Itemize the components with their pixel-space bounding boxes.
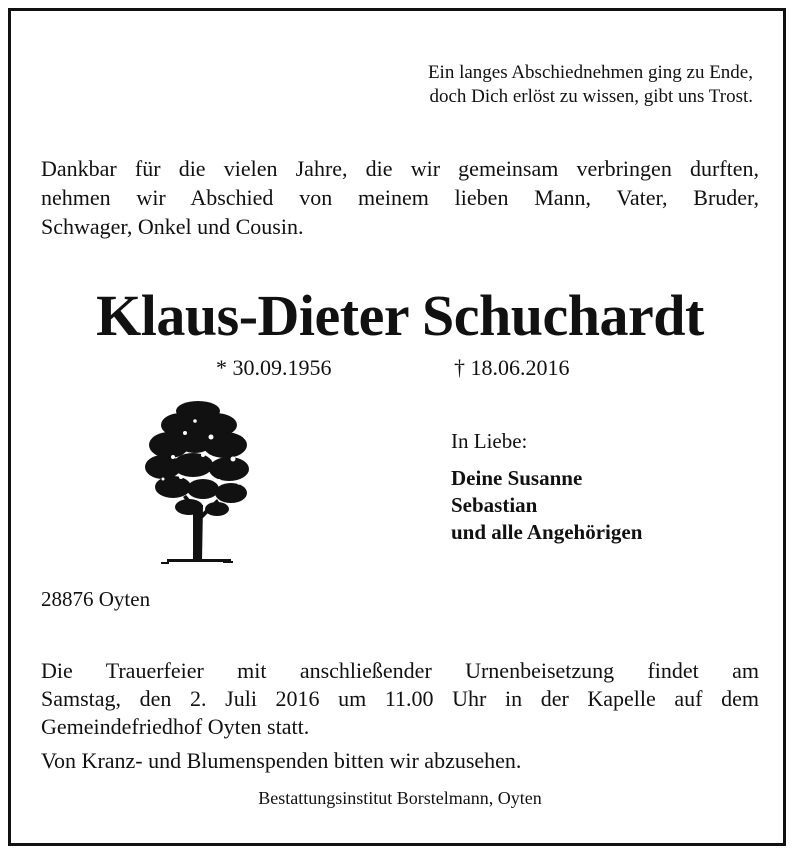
service-line-2: Samstag, den 2. Juli 2016 um 11.00 Uhr in der Kapelle auf dem (41, 686, 759, 711)
undertaker: Bestattungsinstitut Borstelmann, Oyten (258, 788, 542, 808)
mourners-list (451, 465, 642, 546)
service-line-3: Gemeindefriedhof Oyten statt. (41, 714, 310, 739)
mourner-name: und alle Angehörigen (451, 520, 643, 544)
motto-line-1: Ein langes Abschiednehmen ging zu Ende, (427, 62, 753, 83)
birth-date: * 30.09.1956 (216, 355, 332, 380)
intro-line-2: nehmen wir Abschied von meinem lieben Mann, Vater, Bruder, (41, 185, 759, 210)
obituary-frame (8, 8, 786, 846)
service-text (41, 657, 759, 741)
intro-line-3: Schwager, Onkel und Cousin. (41, 214, 304, 239)
intro-text (41, 154, 759, 241)
motto (428, 61, 753, 109)
intro-line-1: Dankbar für die vielen Jahre, die wir gemeinsam verbringen durften, (41, 156, 759, 181)
mourner-name: Deine Susanne (451, 466, 583, 490)
motto-line-2: doch Dich erlöst zu wissen, gibt uns Trost. (429, 86, 753, 107)
deceased-name: Klaus-Dieter Schuchardt (96, 283, 704, 348)
service-line-1: Die Trauerfeier mit anschließender Urnenbeisetzung findet am (41, 658, 759, 683)
mourners-label: In Liebe: (451, 429, 528, 453)
tree-icon (133, 393, 263, 568)
mourner-name: Sebastian (451, 493, 538, 517)
flowers-note: Von Kranz- und Blumenspenden bitten wir abzusehen. (41, 748, 522, 773)
death-date: † 18.06.2016 (454, 355, 570, 380)
location: 28876 Oyten (41, 587, 151, 611)
